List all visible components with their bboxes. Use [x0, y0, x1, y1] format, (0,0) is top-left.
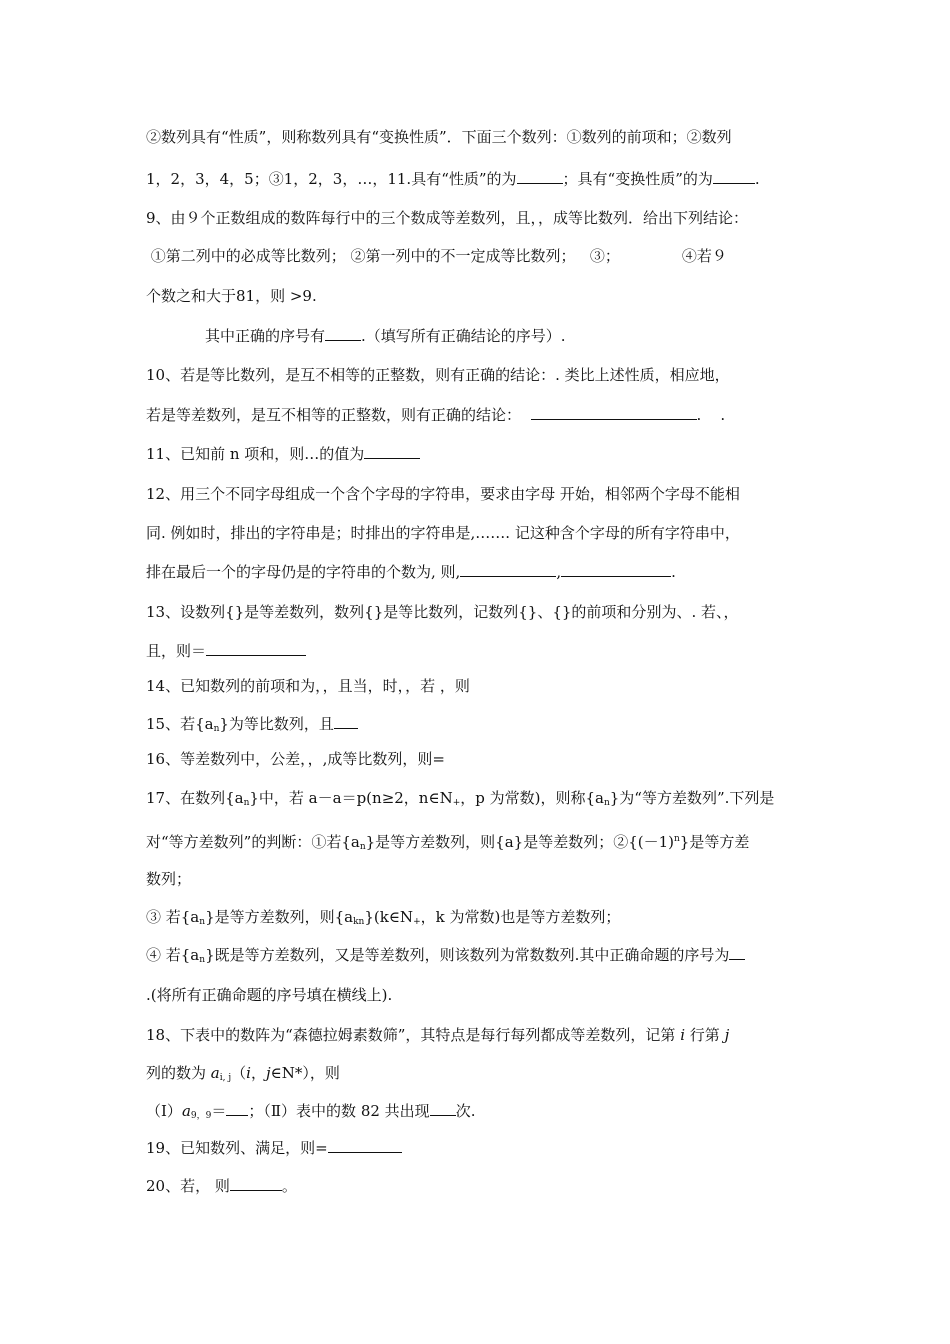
text-line: .(将所有正确命题的序号填在横线上).: [146, 986, 393, 1004]
text-line: 14、已知数列的前项和为，，且当，时，，若 ，则: [146, 677, 470, 695]
text-line: 11、已知前 n 项和，则…的值为: [146, 444, 420, 464]
answer-blank: [460, 562, 556, 577]
text-line: 且，则＝: [146, 641, 306, 661]
text-line: ①第二列中的必成等比数列； ②第一列中的不一定成等比数列； ③； ④若９: [146, 247, 727, 265]
text-line: 19、已知数列、满足，则=: [146, 1138, 402, 1158]
answer-blank: [328, 1138, 402, 1153]
text-line: 对“等方差数列”的判断：①若$\{a_n\}$是等方差数列，则{a}是等差数列；$②\{(-1)^n\}$是等方差: [146, 833, 750, 852]
text-line: $(Ⅰ)a_{9,9}=$ ；（Ⅱ）表中的数 82 共出现 次.: [146, 1102, 476, 1121]
text-line: ④ 若$\{a_n\}$既是等方差数列，又是等差数列，则该数列为常数数列.其中正确命题的序号为: [146, 945, 745, 970]
answer-blank: [230, 1176, 282, 1191]
answer-blank: [561, 562, 671, 577]
text-line: 9、由９个正数组成的数阵每行中的三个数成等差数列，且，，成等比数列．给出下列结论：: [146, 209, 749, 227]
text-line: 若是等差数列，是互不相等的正整数，则有正确的结论： . .: [146, 406, 726, 424]
text-line: 13、设数列{}是等差数列，数列{}是等比数列，记数列{}、{}的前项和分别为、. 若、，: [146, 603, 739, 621]
answer-blank: [729, 945, 745, 960]
answer-blank: [713, 169, 755, 184]
text-line: 列的数为 $a_{i, j}(i$，j∈N*），则: [146, 1064, 340, 1083]
text-line: 个数之和大于81，则 >9.: [146, 287, 317, 305]
text-line: 10、若是等比数列，是互不相等的正整数，则有正确的结论：. 类比上述性质，相应地，: [146, 366, 730, 384]
text-line: 15、若$\{a_n\}$为等比数列，且: [146, 714, 358, 739]
answer-blank: [531, 405, 697, 420]
answer-blank: [226, 1101, 248, 1116]
text-line: 16、等差数列中，公差，，,成等比数列，则=: [146, 750, 445, 768]
answer-blank: [206, 641, 306, 656]
answer-blank: [430, 1101, 456, 1116]
answer-blank: [334, 714, 358, 729]
text-line: 1，2，3，4，5；③1，2，3，…，11.具有“性质”的为 ；具有“变换性质”的为 .: [146, 170, 760, 188]
text-line: 12、用三个不同字母组成一个含个字母的字符串，要求由字母 开始，相邻两个字母不能相: [146, 485, 740, 503]
answer-blank: [517, 169, 563, 184]
text-line: 18、下表中的数阵为“森德拉姆素数筛”，其特点是每行每列都成等差数列，记第 i 行第 j: [146, 1026, 730, 1044]
text-line: 20、若， 则 。: [146, 1177, 297, 1195]
text-line: ③ 若$\{a_n\}$是等方差数列，则$\{a_{kn}\}(k\in N_+$，k 为常数)也是等方差数列；: [146, 908, 621, 927]
text-line: 排在最后一个的字母仍是的字符串的个数为, 则, , .: [146, 563, 676, 581]
text-line: 同. 例如时，排出的字符串是；时排出的字符串是,……. 记这种含个字母的所有字符串中，: [146, 524, 740, 542]
text-line: ②数列具有“性质”，则称数列具有“变换性质”．下面三个数列：①数列的前项和；②数列: [146, 128, 732, 146]
text-line: 其中正确的序号有 .（填写所有正确结论的序号）.: [205, 327, 566, 345]
answer-blank: [364, 444, 420, 459]
text-line: 数列；: [146, 870, 192, 888]
text-line: 17、在数列$\{a_n\}$中，若 a－a＝p(n≥2，$n\in N_+$，p 为常数)，则称$\{a_n\}$为“等方差数列”.下列是: [146, 789, 775, 808]
answer-blank: [325, 326, 361, 341]
